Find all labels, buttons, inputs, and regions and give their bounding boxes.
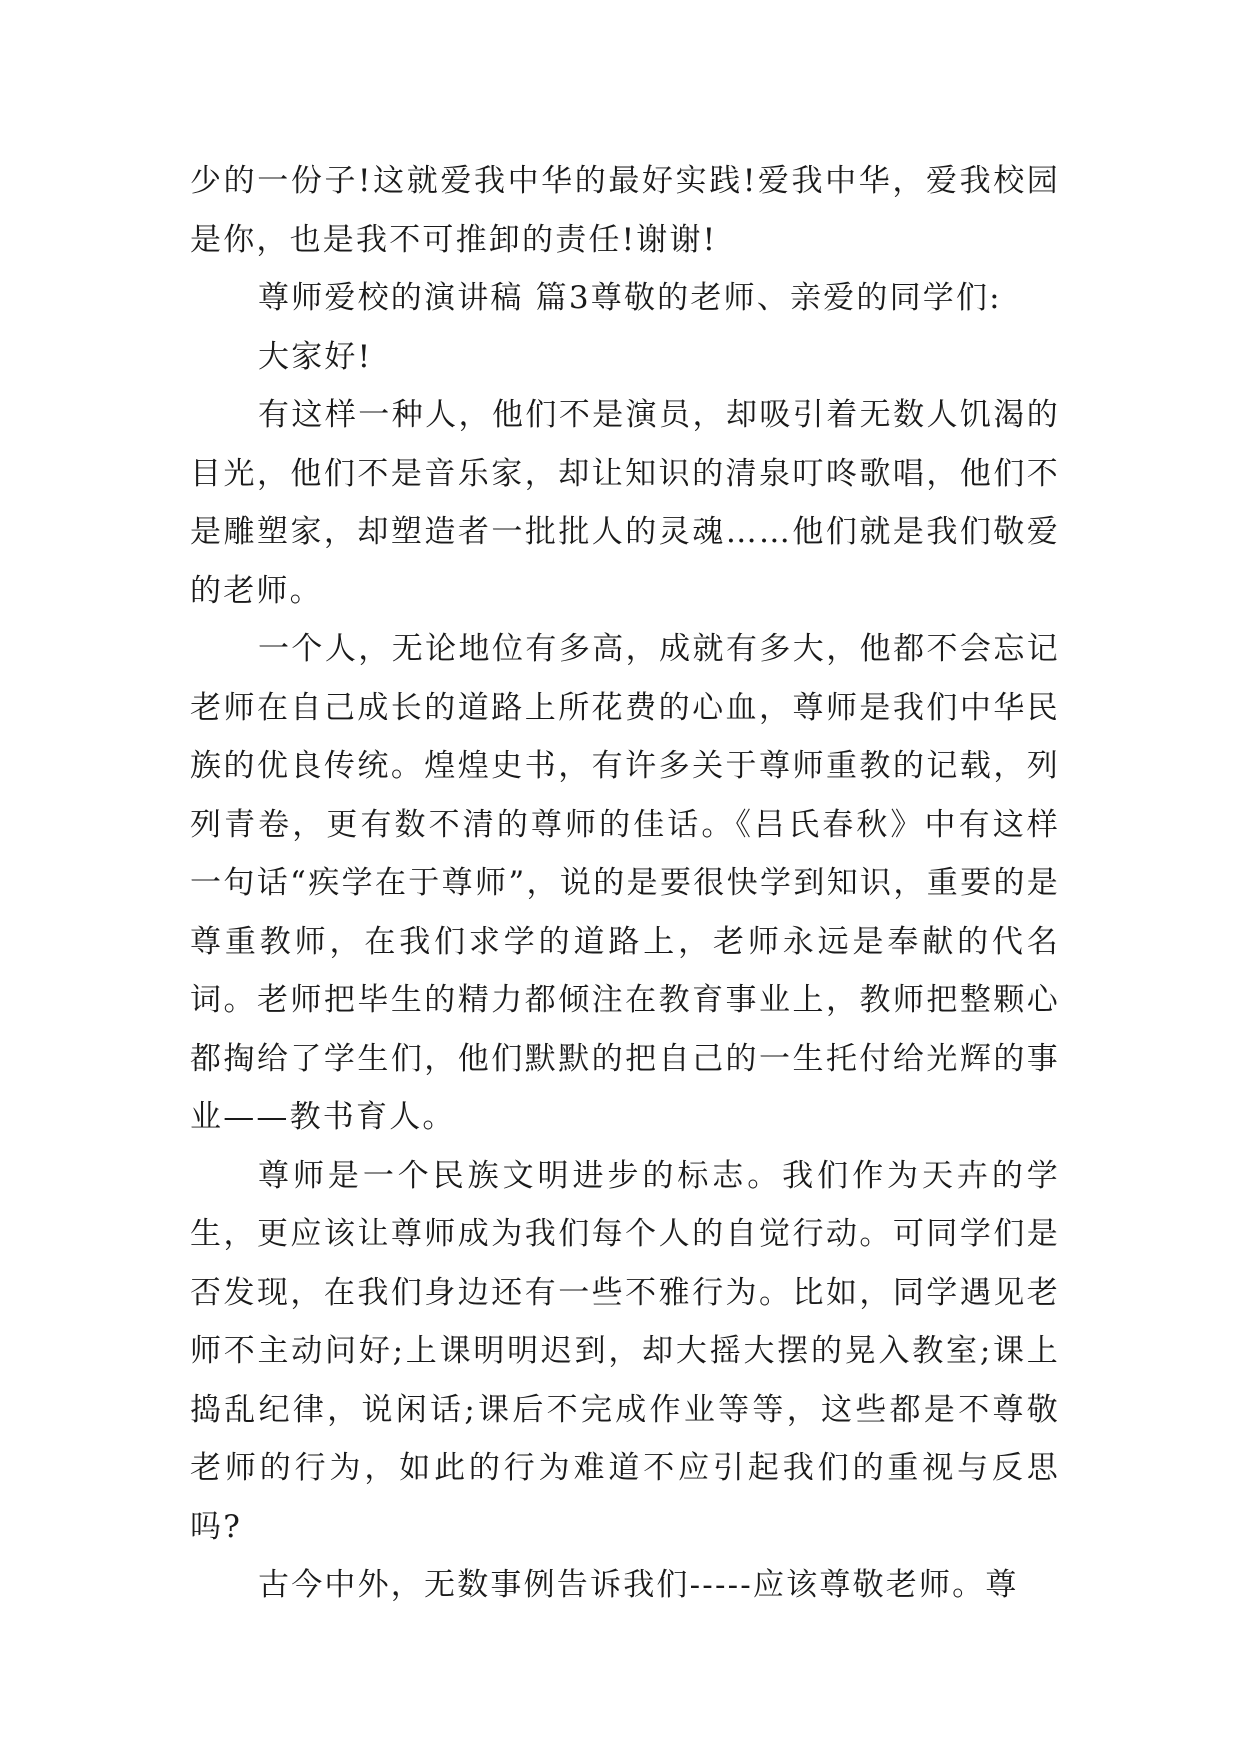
paragraph-examples: 古今中外，无数事例告诉我们-----应该尊敬老师。尊 (258, 1567, 1019, 1603)
paragraph-respect-tradition: 一个人，无论地位有多高，成就有多大，他都不会忘记老师在自己成长的道路上所花费的心血，尊师是我们中华民族的优良传统。煌煌史书，有许多关于尊师重教的记载，列列青卷，更有数不清的尊师的佳话。《吕氏春秋》中有这样一句话“疾学在于尊师”，说的是要很快学到知识，重要的是尊重教师，在我们求学的道路上，老师永远是奉献的代名词。老师把毕生的精力都倾注在教育事业上，教师把整颗心都掏给了学生们，他们默默的把自己的一生托付给光辉的事业——教书育人。 (190, 631, 1060, 1135)
paragraph-continuation: 少的一份子!这就爱我中华的最好实践!爱我中华，爱我校园是你，也是我不可推卸的责任!谢谢! (190, 163, 1060, 258)
paragraph-speech-heading: 尊师爱校的演讲稿 篇3尊敬的老师、亲爱的同学们: (258, 280, 1002, 316)
paragraph-civilization-sign: 尊师是一个民族文明进步的标志。我们作为天卉的学生，更应该让尊师成为我们每个人的自觉行动。可同学们是否发现，在我们身边还有一些不雅行为。比如，同学遇见老师不主动问好;上课明明迟到，却大摇大摆的晃入教室;课上捣乱纪律，说闲话;课后不完成作业等等，这些都是不尊敬老师的行为，如此的行为难道不应引起我们的重视与反思吗? (190, 1157, 1060, 1545)
document-body (190, 152, 1060, 1615)
paragraph-greeting: 大家好! (258, 338, 373, 375)
paragraph-teachers-intro: 有这样一种人，他们不是演员，却吸引着无数人饥渴的目光，他们不是音乐家，却让知识的清泉叮咚歌唱，他们不是雕塑家，却塑造者一批批人的灵魂……他们就是我们敬爱的老师。 (190, 397, 1060, 609)
